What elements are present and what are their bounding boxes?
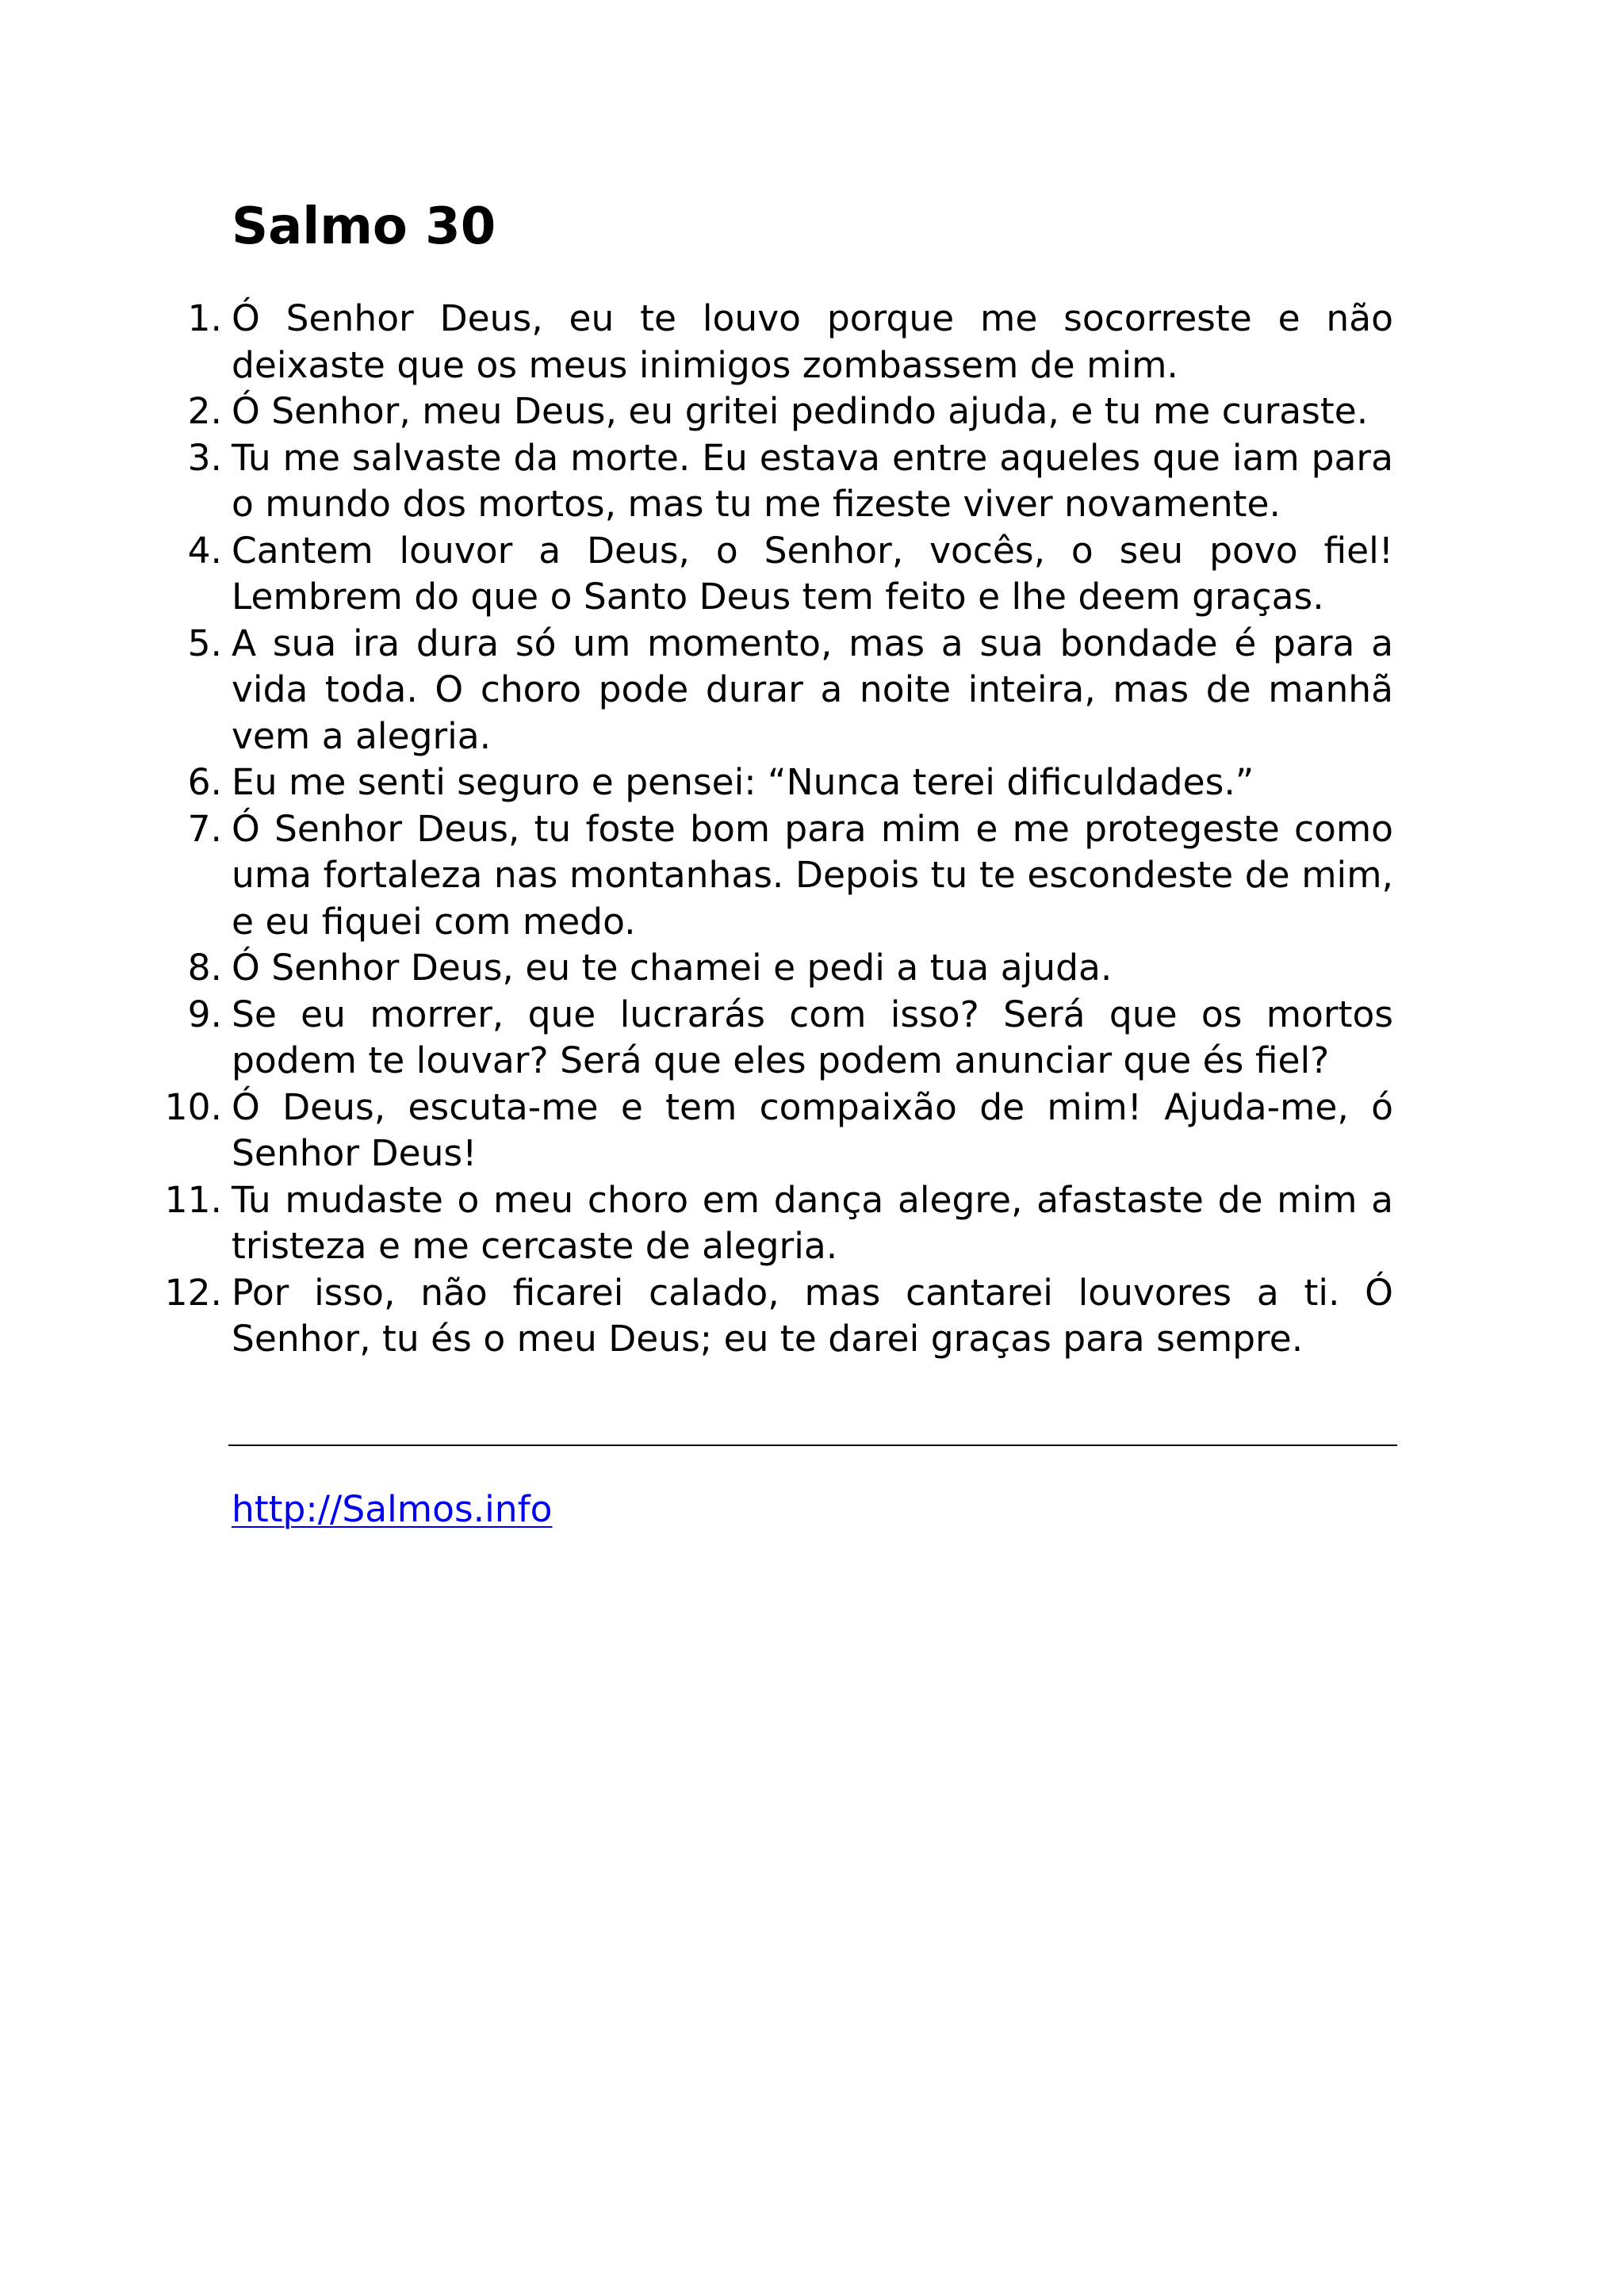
verse-number: 1. [187, 297, 222, 339]
verse-item [187, 945, 1393, 992]
verse-number: 9. [187, 993, 222, 1035]
verse-text: A sua ira dura só um momento, mas a sua bondade é para a vida toda. O choro pode durar a noite inteira, mas de manhã vem a alegria. [232, 622, 1393, 757]
verse-text: Ó Senhor Deus, eu te louvo porque me socorreste e não deixaste que os meus inimigos zombassem de mim. [232, 297, 1393, 386]
verse-number: 11. [164, 1178, 222, 1221]
verse-item [187, 621, 1393, 760]
verse-text: Ó Deus, escuta-me e tem compaixão de mim! Ajuda-me, ó Senhor Deus! [232, 1085, 1393, 1174]
verse-number: 8. [187, 947, 222, 989]
verse-list [164, 296, 1393, 1363]
verse-item [187, 528, 1393, 621]
verse-text: Se eu morrer, que lucrarás com isso? Será que os mortos podem te louvar? Será que eles podem anunciar que és fiel? [232, 993, 1393, 1081]
horizontal-divider [228, 1445, 1397, 1446]
verse-number: 2. [187, 390, 222, 432]
verse-item [187, 806, 1393, 946]
verse-item [164, 1177, 1393, 1270]
verse-item [187, 388, 1393, 435]
verse-number: 4. [187, 529, 222, 572]
verse-number: 3. [187, 436, 222, 479]
page-title: Salmo 30 [232, 197, 496, 256]
verse-number: 10. [164, 1085, 222, 1128]
verse-item [187, 296, 1393, 388]
verse-number: 7. [187, 807, 222, 850]
verse-item [187, 435, 1393, 528]
verse-text: Ó Senhor, meu Deus, eu gritei pedindo ajuda, e tu me curaste. [232, 390, 1369, 432]
verse-text: Ó Senhor Deus, tu foste bom para mim e me protegeste como uma fortaleza nas montanhas. Depois tu te escondeste de mim, e eu fiquei com medo. [232, 807, 1393, 943]
verse-number: 5. [187, 622, 222, 664]
verse-item [164, 1270, 1393, 1363]
source-link[interactable]: http://Salmos.info [232, 1488, 553, 1530]
verse-text: Tu mudaste o meu choro em dança alegre, afastaste de mim a tristeza e me cercaste de alegria. [232, 1178, 1393, 1267]
verse-item [187, 992, 1393, 1085]
verse-text: Ó Senhor Deus, eu te chamei e pedi a tua ajuda. [232, 947, 1113, 989]
verse-text: Cantem louvor a Deus, o Senhor, vocês, o seu povo fiel! Lembrem do que o Santo Deus tem feito e lhe deem graças. [232, 529, 1393, 618]
verse-item [164, 1085, 1393, 1177]
verse-number: 12. [164, 1271, 222, 1314]
verse-item [187, 760, 1393, 806]
verse-text: Por isso, não ficarei calado, mas cantarei louvores a ti. Ó Senhor, tu és o meu Deus; eu te darei graças para sempre. [232, 1271, 1393, 1360]
verse-text: Tu me salvaste da morte. Eu estava entre aqueles que iam para o mundo dos mortos, mas tu me fizeste viver novamente. [232, 436, 1393, 525]
verse-text: Eu me senti seguro e pensei: “Nunca terei dificuldades.” [232, 761, 1254, 803]
verse-number: 6. [187, 761, 222, 803]
